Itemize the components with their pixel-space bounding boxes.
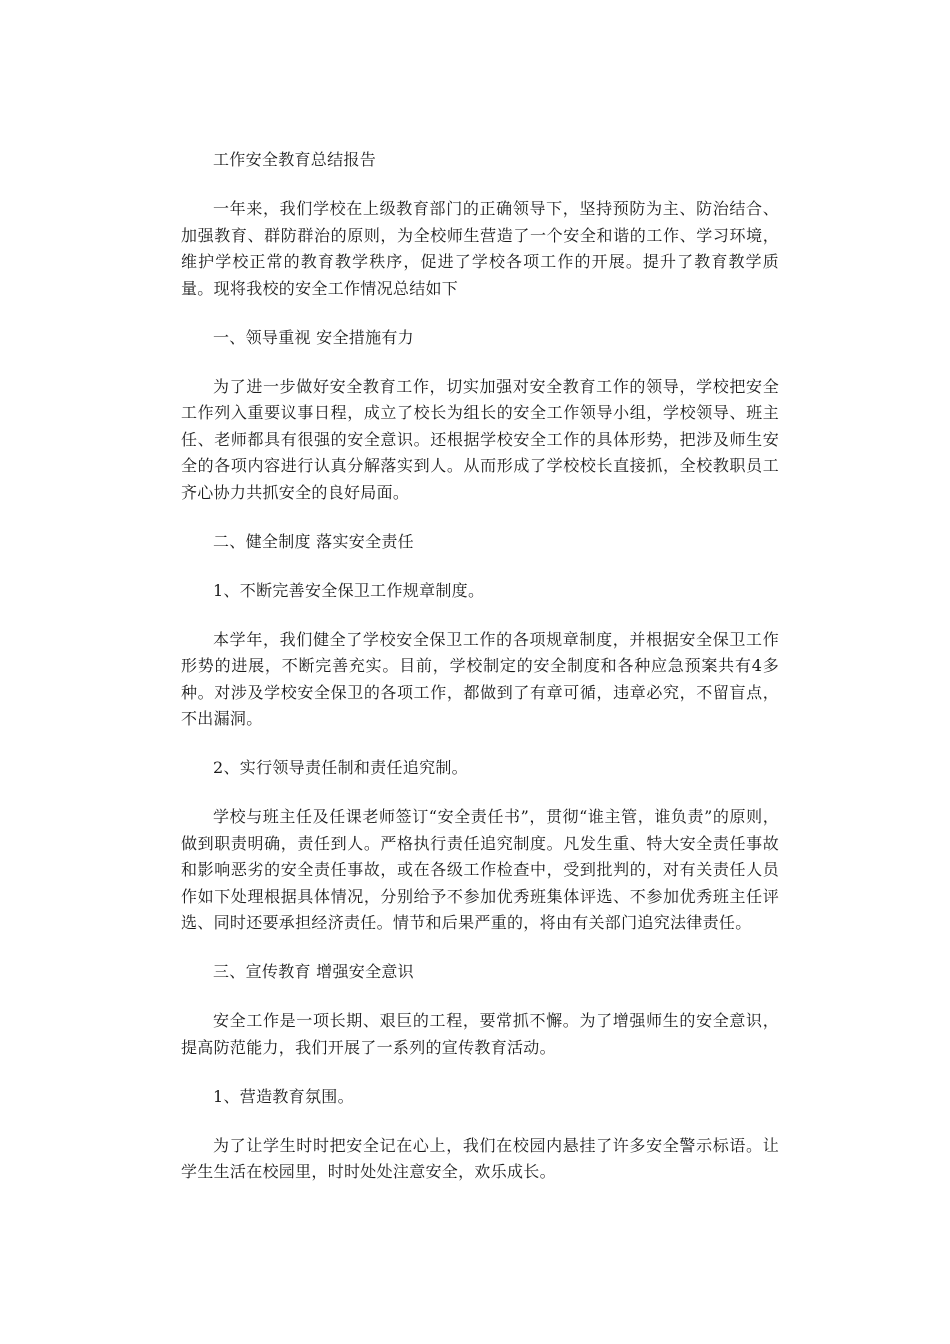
section-heading-3: 三、宣传教育 增强安全意识: [213, 962, 414, 981]
subheading-3-1: 1、营造教育氛围。: [213, 1086, 354, 1106]
document-body: [181, 147, 779, 1186]
paragraph-responsibility: 学校与班主任及任课老师签订“安全责任书”，贯彻“谁主管，谁负责”的原则，做到职责明确，责任到人。严格执行责任追究制度。凡发生重、特大安全责任事故和影响恶劣的安全责任事故，或在各级工作检查中，受到批判的，对有关责任人员作如下处理根据具体情况，分别给予不参加优秀班集体评选、不参加优秀班主任评选、同时还要承担经济责任。情节和后果严重的，将由有关部门追究法律责任。: [181, 807, 779, 932]
section-heading-1: 一、领导重视 安全措施有力: [213, 327, 414, 347]
subheading-2-1: 1、不断完善安全保卫工作规章制度。: [213, 580, 485, 600]
paragraph-atmosphere: 为了让学生时时把安全记在心上，我们在校园内悬挂了许多安全警示标语。让学生生活在校园里，时时处处注意安全，欢乐成长。: [181, 1135, 779, 1181]
document-title: 工作安全教育总结报告: [213, 150, 377, 169]
paragraph-intro: 一年来，我们学校在上级教育部门的正确领导下，坚持预防为主、防治结合、加强教育、群防群治的原则，为全校师生营造了一个安全和谐的工作、学习环境，维护学校正常的教育教学秩序，促进了学校各项工作的开展。提升了教育教学质量。现将我校的安全工作情况总结如下: [181, 199, 779, 298]
paragraph-leadership: 为了进一步做好安全教育工作，切实加强对安全教育工作的领导，学校把安全工作列入重要议事日程，成立了校长为组长的安全工作领导小组，学校领导、班主任、老师都具有很强的安全意识。还根据学校安全工作的具体形势，把涉及师生安全的各项内容进行认真分解落实到人。从而形成了学校校长直接抓，全校教职员工齐心协力共抓安全的良好局面。: [181, 376, 779, 502]
section-heading-2: 二、健全制度 落实安全责任: [213, 531, 414, 551]
subheading-2-2: 2、实行领导责任制和责任追究制。: [213, 758, 468, 777]
paragraph-publicity: 安全工作是一项长期、艰巨的工程，要常抓不懈。为了增强师生的安全意识，提高防范能力，我们开展了一系列的宣传教育活动。: [181, 1011, 779, 1057]
paragraph-rules: 本学年，我们健全了学校安全保卫工作的各项规章制度，并根据安全保卫工作形势的进展，不断完善充实。目前，学校制定的安全制度和各种应急预案共有4多种。对涉及学校安全保卫的各项工作，都做到了有章可循，违章必究，不留盲点，不出漏洞。: [181, 629, 779, 728]
